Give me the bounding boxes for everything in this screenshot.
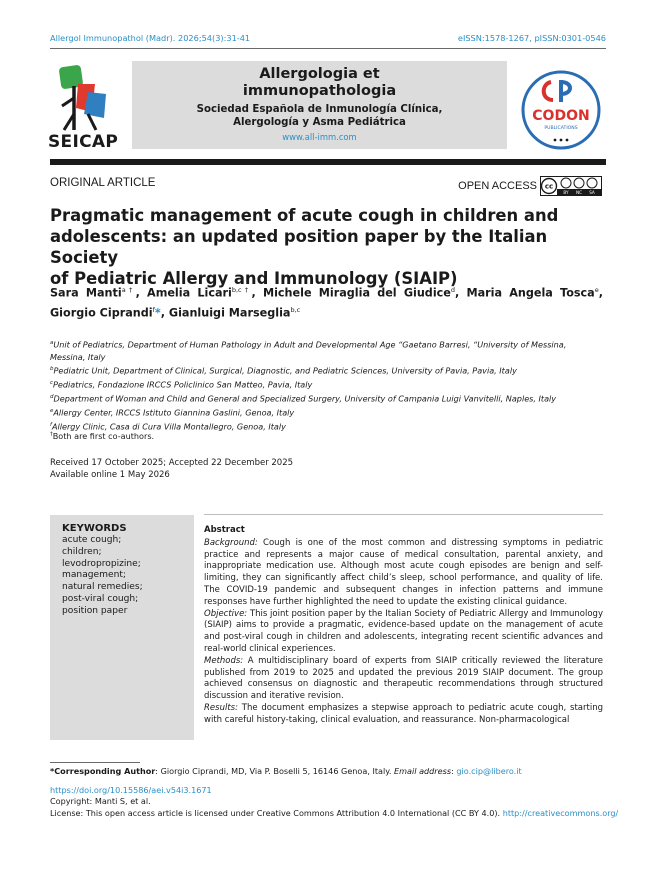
issn: eISSN:1578-1267, pISSN:0301-0546 [457, 33, 606, 43]
keyword: levodropropizine; [62, 558, 141, 569]
cc-nc-label: NC [575, 190, 583, 196]
affiliation: $^a$Unit of Pediatrics, Department of Human Pathology in Adult and Developmental Age “Gaetano Barresi, “University of Messina, Messina, Italy [50, 339, 567, 362]
author: Gianluigi Marseglia [168, 306, 291, 320]
abstract-objective: Objective: This joint position paper by the Italian Society of Pediatric Allergy and Immunology (SIAIP) aims to provide a pragmatic, evidence-based update on the management of acute and post-viral cough in children and adolescents, integrating recent scientific advances and real-world clinical experiences. [204, 608, 603, 654]
affiliation: $^e$Allergy Center, IRCCS Istituto Giannina Gaslini, Genoa, Italy [50, 407, 295, 418]
abstract-heading: Abstract [204, 525, 245, 535]
article-title: Pragmatic management of acute cough in children and adolescents: an updated position paper by the Italian Society of Pediatric Allergy and Immunology (SIAIP) [50, 206, 559, 288]
license-link[interactable]: http://creativecommons.org/ [502, 807, 619, 818]
codon-logo-text: CODON [532, 108, 590, 124]
footnote-rule [50, 762, 140, 763]
author: Michele Miraglia del Giudice [262, 286, 451, 300]
journal-title: Allergologia et immunopathologia [242, 66, 397, 99]
seicap-logo-text: SEICAP [48, 132, 119, 152]
affiliation-list [50, 337, 603, 433]
co-first-author-note: †Both are first co-authors. [50, 431, 155, 441]
abstract [204, 514, 603, 740]
open-access-label: OPEN ACCESS cc BY NC SA [458, 176, 602, 196]
author: Sara Manti [50, 286, 122, 300]
journal-masthead [132, 61, 507, 149]
author: Maria Angela Tosca [466, 286, 595, 300]
license: License: This open access article is licensed under Creative Commons Attribution 4.0 International (CC BY 4.0). http://creativecommons.org/ [50, 807, 619, 818]
received-accepted-date: Received 17 October 2025; Accepted 22 December 2025 [50, 458, 294, 468]
abstract-methods: Methods: A multidisciplinary board of experts from SIAIP critically reviewed the literature published from 2019 to 2025 and updated the previous 2019 SIAIP document. The group achieved consensus on diagnostic and therapeutic recommendations through structured discussion and iterative revision. [204, 655, 603, 702]
abstract-results: Results: The document emphasizes a stepwise approach to pediatric acute cough, starting with careful history-taking, clinical evaluation, and reassurance. Non-pharmacological [204, 702, 603, 725]
affiliation: $^d$Department of Woman and Child and General and Specialized Surgery, University of Campania Luigi Vanvitelli, Naples, Italy [50, 393, 557, 404]
cc-by-label: BY [563, 190, 569, 196]
keyword: children; [62, 546, 102, 557]
header-rule [50, 48, 606, 49]
article-dates [50, 457, 293, 481]
author: Amelia Licari [147, 286, 232, 300]
journal-citation: Allergol Immunopathol (Madr). 2026;54(3):31-41 [50, 33, 251, 43]
article-type: ORIGINAL ARTICLE [50, 177, 156, 189]
keyword: acute cough; [62, 535, 122, 545]
affiliation: $^f$Allergy Clinic, Casa di Cura Villa Montallegro, Genoa, Italy [50, 421, 286, 432]
cc-sa-label: SA [589, 190, 595, 196]
codon-logo-subtext: PUBLICATIONS [544, 126, 578, 131]
masthead-rule [50, 159, 606, 165]
affiliation: $^c$Pediatrics, Fondazione IRCCS Policlinico San Matteo, Pavia, Italy [50, 379, 313, 390]
keywords-heading: KEYWORDS [62, 523, 127, 534]
email-link[interactable]: gio.cip@libero.it [456, 766, 522, 776]
keyword: natural remedies; [62, 582, 143, 593]
svg-text:cc: cc [544, 182, 554, 191]
corresponding-author-note: *Corresponding Author: Giorgio Ciprandi, MD, Via P. Boselli 5, 16146 Genoa, Italy. Email address: gio.cip@libero.it [50, 766, 522, 776]
cc-license-icon[interactable] [540, 176, 602, 196]
keyword: position paper [62, 605, 128, 616]
codon-logo-icon [521, 70, 601, 150]
society-name: Sociedad Española de Inmunología Clínica, Alergología y Asma Pediátrica [196, 104, 443, 128]
running-header [50, 33, 606, 47]
author: Giorgio Ciprandi [50, 306, 153, 320]
online-date: Available online 1 May 2026 [50, 470, 170, 480]
journal-url-link[interactable]: www.all-imm.com [282, 132, 357, 142]
abstract-background: Background: Cough is one of the most common and distressing symptoms in pediatric practice and represents a major cause of medical consultation, parental anxiety, and inappropriate medication use. Although most acute cough episodes are benign and self-limiting, they can significantly affect child’s sleep, school performance, and quality of life. The COVID-19 pandemic and subsequent changes in infection patterns and immune responses have further highlighted the need to update the existing clinical guidance. [204, 537, 603, 607]
publication-info [50, 785, 618, 819]
keywords-box [50, 515, 194, 740]
copyright: Copyright: Manti S, et al. [50, 796, 151, 807]
keyword: post-viral cough; [62, 593, 139, 604]
author-list: Sara Manti$^{a\dagger}$, Amelia Licari$^{b,c\dagger}$, Michele Miraglia del Giudice$^d$, Maria Angela Tosca$^e$, Giorgio Ciprandi$^f$*, Gianluigi Marseglia$^{b,c}$ [50, 286, 603, 320]
keyword: management; [62, 570, 126, 581]
doi-link[interactable]: https://doi.org/10.15586/aei.v54i3.1671 [50, 785, 212, 795]
corresponding-author-link[interactable]: * [154, 306, 161, 320]
affiliation: $^b$Pediatric Unit, Department of Clinical, Surgical, Diagnostic, and Pediatric Sciences, University of Pavia, Pavia, Italy [50, 365, 517, 376]
